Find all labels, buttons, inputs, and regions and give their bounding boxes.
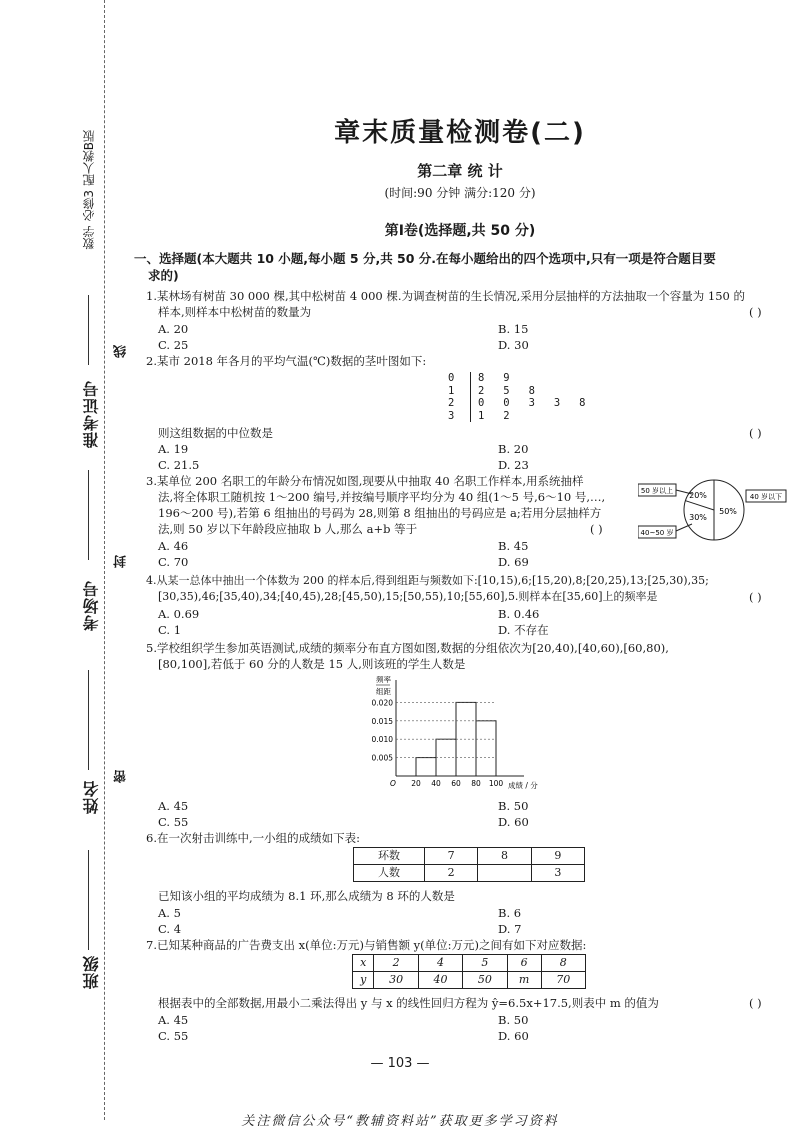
answer-blank[interactable]: ( ) xyxy=(590,522,603,536)
table-row xyxy=(354,848,585,865)
table-cell: 7 xyxy=(425,848,478,865)
x-tick-label: 80 xyxy=(471,779,481,788)
section-heading: 一、选择题(本大题共 10 小题,每小题 5 分,共 50 分.在每小题给出的四个选项中,只有一项是符合题目要 求的) xyxy=(134,251,716,283)
score-table xyxy=(353,847,585,882)
part-title: 第Ⅰ卷(选择题,共 50 分) xyxy=(384,223,536,239)
field-underline xyxy=(88,670,89,770)
option-a[interactable]: A. 5 xyxy=(158,906,181,920)
y-tick-label: 0.020 xyxy=(371,698,393,708)
histogram-bar xyxy=(476,721,496,776)
answer-blank[interactable]: ( ) xyxy=(749,590,762,604)
option-d[interactable]: D. 60 xyxy=(498,815,529,829)
seal-secret-label: 密 xyxy=(114,770,129,783)
x-tick-label: 40 xyxy=(431,779,441,788)
table-cell: 4 xyxy=(418,955,462,972)
option-b[interactable]: B. 20 xyxy=(498,442,529,456)
leaves: 8 9 xyxy=(478,372,510,384)
option-c[interactable]: C. 25 xyxy=(158,338,189,352)
pie-label-50-above: 50 岁以上 xyxy=(640,487,674,495)
table-row xyxy=(354,865,585,882)
table-cell: 8 xyxy=(478,848,531,865)
table-cell: 40 xyxy=(418,972,462,989)
table-cell: 3 xyxy=(531,865,584,882)
page-number: — 103 — xyxy=(370,1056,430,1071)
option-c[interactable]: C. 1 xyxy=(158,623,182,637)
x-axis-label: 成绩 / 分 xyxy=(508,781,538,790)
option-c[interactable]: C. 55 xyxy=(158,815,189,829)
table-cell: 70 xyxy=(541,972,585,989)
class-label: 班级 xyxy=(82,955,101,989)
option-d[interactable]: D. 7 xyxy=(498,922,522,936)
page-title: 章末质量检测卷(二) xyxy=(334,118,586,148)
x-tick-label: 20 xyxy=(411,779,421,788)
table-cell: 9 xyxy=(531,848,584,865)
y-tick-label: 0.015 xyxy=(371,716,393,726)
pie-pct-50: 50% xyxy=(719,507,737,516)
option-c[interactable]: C. 55 xyxy=(158,1029,189,1043)
leaves: 0 0 3 3 8 xyxy=(478,397,586,409)
option-b[interactable]: B. 50 xyxy=(498,799,529,813)
time-info: (时间:90 分钟 满分:120 分) xyxy=(384,186,536,200)
option-b[interactable]: B. 45 xyxy=(498,539,529,553)
origin-label: O xyxy=(390,779,396,788)
option-b[interactable]: B. 0.46 xyxy=(498,607,540,621)
pie-pct-30: 30% xyxy=(689,513,707,522)
x-tick-label: 100 xyxy=(488,779,504,788)
option-d[interactable]: D. 69 xyxy=(498,555,529,569)
pie-pct-20: 20% xyxy=(689,491,707,500)
binding-line xyxy=(104,0,105,1120)
table-row xyxy=(353,955,586,972)
x-tick-label: 60 xyxy=(451,779,461,788)
frequency-histogram xyxy=(362,676,642,794)
y-axis-label-bottom: 组距 xyxy=(376,687,391,696)
table-cell: 30 xyxy=(374,972,418,989)
table-cell: x xyxy=(353,955,374,972)
option-c[interactable]: C. 4 xyxy=(158,922,182,936)
stem: 0 xyxy=(448,372,455,384)
stem: 1 xyxy=(448,384,455,397)
option-a[interactable]: A. 45 xyxy=(158,1013,189,1027)
table-cell: 2 xyxy=(374,955,418,972)
field-underline xyxy=(88,295,89,365)
option-a[interactable]: A. 46 xyxy=(158,539,189,553)
option-d[interactable]: D. 23 xyxy=(498,458,529,472)
option-a[interactable]: A. 19 xyxy=(158,442,189,456)
y-tick-label: 0.010 xyxy=(371,735,393,745)
pie-label-40-below: 40 岁以下 xyxy=(749,493,783,501)
table-cell: 人数 xyxy=(354,865,425,882)
table-cell: 6 xyxy=(507,955,541,972)
field-underline xyxy=(88,850,89,950)
answer-blank[interactable]: ( ) xyxy=(749,305,762,319)
option-d[interactable]: D. 60 xyxy=(498,1029,529,1043)
table-cell: 2 xyxy=(425,865,478,882)
footer-note: 关注微信公众号“教辅资料站”获取更多学习资料 xyxy=(241,1114,559,1129)
table-cell xyxy=(478,865,531,882)
answer-blank[interactable]: ( ) xyxy=(749,996,762,1010)
exam-number-label: 准考证号 xyxy=(82,380,101,448)
pie-label-40-50: 40~50 岁 xyxy=(640,529,674,537)
exam-room-label: 考场号 xyxy=(82,580,101,631)
leaves: 2 5 8 xyxy=(478,384,535,397)
table-row xyxy=(353,972,586,989)
chapter-title: 第二章 统 计 xyxy=(417,162,503,180)
stem: 3 xyxy=(448,409,455,422)
option-b[interactable]: B. 15 xyxy=(498,322,529,336)
y-axis-label-top: 频率 xyxy=(376,676,391,684)
ad-sales-table xyxy=(352,954,586,989)
option-a[interactable]: A. 20 xyxy=(158,322,189,336)
stem: 2 xyxy=(448,397,455,409)
name-label: 姓名 xyxy=(82,780,101,814)
option-d[interactable]: D. 不存在 xyxy=(498,623,549,637)
table-cell: m xyxy=(507,972,541,989)
option-b[interactable]: B. 6 xyxy=(498,906,522,920)
table-cell: 环数 xyxy=(354,848,425,865)
leaves: 1 2 xyxy=(478,409,510,422)
option-c[interactable]: C. 21.5 xyxy=(158,458,200,472)
answer-blank[interactable]: ( ) xyxy=(749,426,762,440)
option-b[interactable]: B. 50 xyxy=(498,1013,529,1027)
table-cell: 5 xyxy=(463,955,507,972)
table-cell: y xyxy=(353,972,374,989)
y-tick-label: 0.005 xyxy=(371,753,393,763)
table-cell: 50 xyxy=(463,972,507,989)
seal-seal-label: 封 xyxy=(114,555,129,568)
table-cell: 8 xyxy=(541,955,585,972)
age-pie-chart xyxy=(638,474,788,546)
option-a[interactable]: A. 45 xyxy=(158,799,189,813)
seal-line-label: 线 xyxy=(114,345,129,358)
book-info: 数学 必修3 配人教B版 xyxy=(82,130,96,250)
field-underline xyxy=(88,470,89,560)
histogram-bar xyxy=(416,758,436,776)
option-d[interactable]: D. 30 xyxy=(498,338,529,352)
option-a[interactable]: A. 0.69 xyxy=(158,607,200,621)
option-c[interactable]: C. 70 xyxy=(158,555,189,569)
